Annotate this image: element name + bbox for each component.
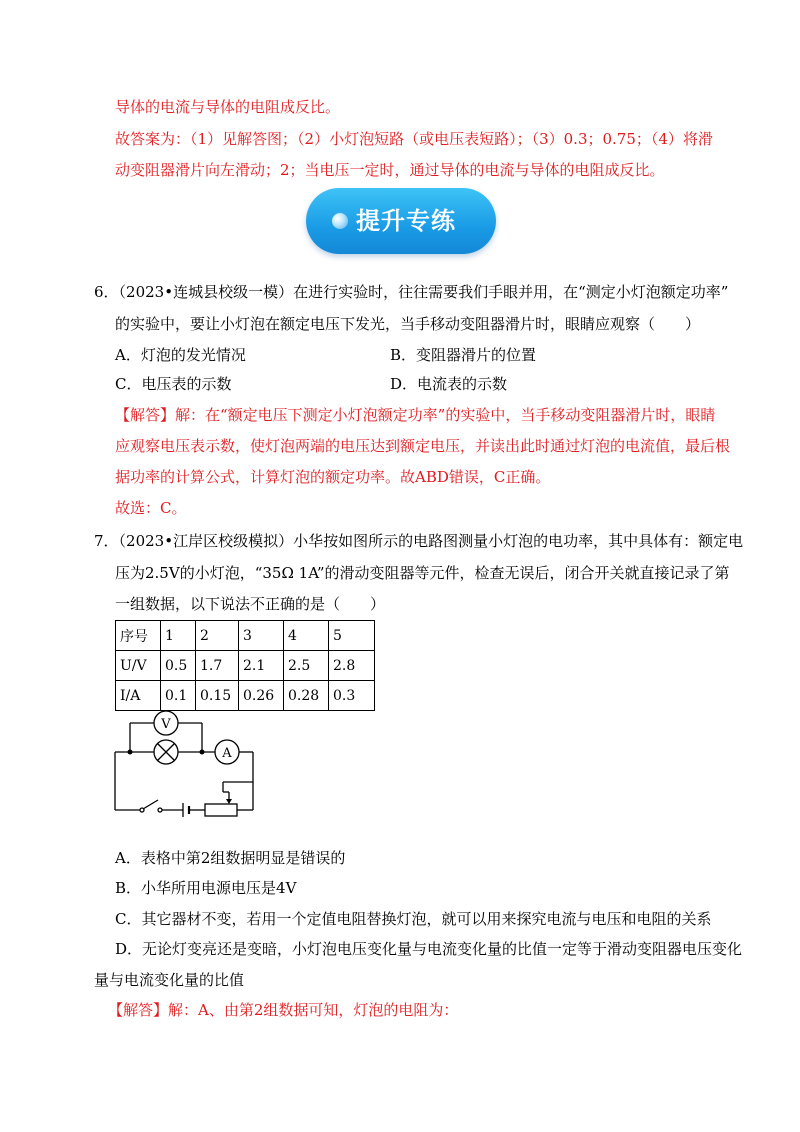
q7-stem-line-2: 压为2.5V的小灯泡，“35Ω 1A”的滑动变阻器等元件，检查无误后，闭合开关就直接记录了第 [115,564,730,582]
q7-answer-tag: 【解答】 [108,1001,169,1019]
table-cell: 序号 [116,621,161,651]
q6-stem-line-2: 的实验中，要让小灯泡在额定电压下发光，当手移动变阻器滑片时，眼睛应观察（ ） [115,315,701,333]
q6-option-c: C．电压表的示数 [115,375,232,393]
ammeter-label: A [222,746,232,761]
q7-option-c: C．其它器材不变，若用一个定值电阻替换灯泡，就可以用来探究电流与电压和电阻的关系 [115,910,712,928]
slider-arrow-icon [226,799,232,804]
table-cell: 0.15 [196,681,239,711]
q6-stem-line-1: 6．（2023•连城县校级一模）在进行实验时，往往需要我们手眼并用，在“测定小灯泡额定功率” [94,283,729,301]
q6-answer-line-4: 故选：C。 [115,499,187,517]
q6-answer-line-1 [115,405,715,425]
table-cell: 0.3 [329,681,375,711]
q7-option-d-line-2: 量与电流变化量的比值 [94,971,245,989]
q7-option-b: B．小华所用电源电压是4V [115,879,297,897]
voltmeter-label: V [161,717,171,732]
table-cell: U/V [116,651,161,681]
circuit-diagram [105,708,265,820]
table-cell: 2.1 [239,651,284,681]
q6-answer-line-2: 应观察电压表示数，使灯泡两端的电压达到额定电压，并读出此时通过灯泡的电流值，最后根 [115,437,731,455]
table-cell: 2.8 [329,651,375,681]
table-cell: 1 [161,621,196,651]
q7-option-a: A．表格中第2组数据明显是错误的 [115,849,346,867]
table-cell: 4 [284,621,329,651]
q7-answer-text-1: 解：A、由第2组数据可知，灯泡的电阻为： [168,1001,459,1019]
q7-option-d-line-1: D．无论灯变亮还是变暗，小灯泡电压变化量与电流变化量的比值一定等于滑动变阻器电压变化 [115,940,743,958]
junction-dot [200,750,205,755]
q6-option-d: D．电流表的示数 [390,375,508,393]
q7-stem-line-3: 一组数据，以下说法不正确的是（ ） [115,595,386,613]
table-cell: 2 [196,621,239,651]
q6-answer-text-1: 解：在“额定电压下测定小灯泡额定功率”的实验中，当手移动变阻器滑片时，眼睛 [175,406,716,424]
q6-option-a: A．灯泡的发光情况 [115,346,246,364]
table-row [116,681,375,711]
table-cell: 0.1 [161,681,196,711]
table-cell: I/A [116,681,161,711]
table-row [116,651,375,681]
junction-dot [128,750,133,755]
banner-title: 提升专练 [356,207,456,235]
table-cell: 0.5 [161,651,196,681]
answer-text-line-1: 导体的电流与导体的电阻成反比。 [115,98,341,116]
q6-answer-line-3: 据功率的计算公式，计算灯泡的额定功率。故ABD错误，C正确。 [115,468,551,486]
bubble-icon [332,213,348,229]
q7-stem-line-1: 7．（2023•江岸区校级模拟）小华按如图所示的电路图测量小灯泡的电功率，其中具体有：额定电 [94,532,744,550]
table-cell: 2.5 [284,651,329,681]
q6-answer-tag: 【解答】 [115,406,176,424]
answer-text-line-2: 故答案为：（1）见解答图；（2）小灯泡短路（或电压表短路）；（3）0.3；0.75；（4）将滑 [115,130,713,148]
answer-text-line-3: 动变阻器滑片向左滑动；2；当电压一定时，通过导体的电流与导体的电阻成反比。 [115,161,665,179]
section-banner [306,188,496,254]
table-cell: 3 [239,621,284,651]
q7-answer-line-1 [108,1000,458,1020]
switch-contact [158,808,162,812]
q6-option-b: B．变阻器滑片的位置 [390,346,537,364]
table-cell: 5 [329,621,375,651]
table-cell: 1.7 [196,651,239,681]
switch-symbol [143,800,158,809]
rheostat-symbol [205,804,237,816]
table-cell: 0.28 [284,681,329,711]
table-cell: 0.26 [239,681,284,711]
data-table [115,620,375,711]
table-row [116,621,375,651]
